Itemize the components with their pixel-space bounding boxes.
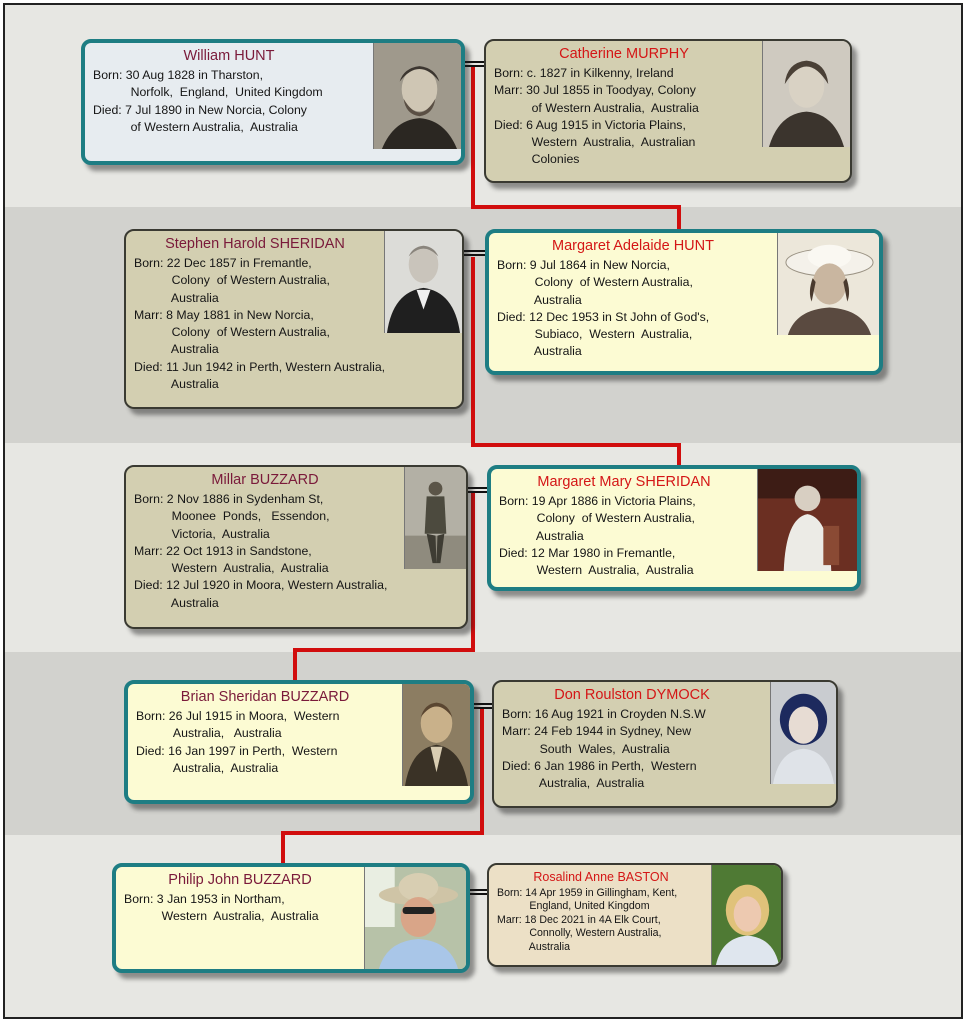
fact-line: Colony of Western Australia,: [499, 511, 695, 526]
fact-line: Died: 12 Jul 1920 in Moora, Western Australia,: [134, 578, 388, 593]
descent-line: [480, 709, 484, 835]
marriage-link: [463, 250, 486, 256]
person-name: Stephen Harold SHERIDAN: [165, 236, 345, 252]
person-facts: [497, 887, 705, 954]
fact-line: Australia: [497, 292, 582, 307]
portrait-woman-hat-icon[interactable]: [777, 233, 879, 335]
person-name: Philip John BUZZARD: [168, 872, 312, 888]
fact-line: Died: 12 Dec 1953 in St John of God's,: [497, 309, 710, 324]
person-facts: [494, 65, 754, 169]
descent-line: [677, 205, 681, 231]
fact-line: Marr: 24 Feb 1944 in Sydney, New: [502, 724, 692, 739]
person-card-don-roulston-dymock[interactable]: [492, 680, 838, 808]
fact-line: Born: c. 1827 in Kilkenny, Ireland: [494, 66, 674, 80]
person-name: Margaret Mary SHERIDAN: [537, 474, 711, 490]
fact-line: Born: 14 Apr 1959 in Gillingham, Kent,: [497, 887, 678, 899]
marriage-link: [470, 889, 487, 895]
fact-line: Australia: [134, 377, 219, 392]
person-name: William HUNT: [183, 48, 275, 64]
pedigree-chart: [3, 3, 963, 1019]
person-name: Don Roulston DYMOCK: [554, 687, 710, 703]
fact-line: Marr: 30 Jul 1855 in Toodyay, Colony: [494, 83, 696, 98]
fact-line: Marr: 18 Dec 2021 in 4A Elk Court,: [497, 913, 661, 926]
person-card-stephen-harold-sheridan[interactable]: [124, 229, 464, 409]
person-facts: [499, 493, 749, 579]
person-name: Brian Sheridan BUZZARD: [180, 689, 350, 705]
person-facts: [497, 257, 769, 361]
person-card-margaret-mary-sheridan[interactable]: [487, 465, 861, 591]
fact-line: Colony of Western Australia,: [134, 273, 330, 288]
portrait-young-man-icon[interactable]: [402, 684, 470, 786]
fact-line: Connolly, Western Australia,: [497, 927, 662, 940]
fact-line: Died: 11 Jun 1942 in Perth, Western Australia,: [134, 359, 386, 374]
person-name: Margaret Adelaide HUNT: [552, 238, 714, 254]
fact-line: Died: 6 Jan 1986 in Perth, Western: [502, 758, 697, 773]
person-facts: [136, 708, 394, 777]
fact-line: Born: 9 Jul 1864 in New Norcia,: [497, 258, 670, 272]
fact-line: Born: 19 Apr 1886 in Victoria Plains,: [499, 494, 696, 508]
person-facts: [124, 891, 356, 926]
person-card-margaret-adelaide-hunt[interactable]: [485, 229, 883, 375]
portrait-bearded-man-icon[interactable]: [373, 43, 461, 149]
fact-line: Died: 16 Jan 1997 in Perth, Western: [136, 743, 338, 758]
person-name: Rosalind Anne BASTON: [533, 870, 669, 884]
portrait-soldier-icon[interactable]: [404, 467, 466, 569]
descent-line: [293, 648, 475, 652]
fact-line: Moonee Ponds, Essendon,: [134, 509, 330, 524]
fact-line: Colony of Western Australia,: [497, 275, 693, 290]
fact-line: Western Australia, Australian: [494, 135, 696, 150]
fact-line: Australia, Australia: [502, 776, 645, 791]
person-name: Catherine MURPHY: [559, 46, 689, 62]
person-facts: [502, 706, 762, 792]
descent-line: [471, 205, 681, 209]
fact-line: Colonies: [494, 152, 580, 167]
fact-line: Born: 2 Nov 1886 in Sydenham St,: [134, 492, 324, 506]
person-facts: [134, 255, 386, 393]
portrait-older-woman-icon[interactable]: [762, 41, 850, 147]
fact-line: Born: 30 Aug 1828 in Tharston,: [93, 68, 264, 82]
portrait-blonde-woman-icon[interactable]: [711, 865, 781, 965]
fact-line: England, United Kingdom: [497, 900, 650, 913]
fact-line: Born: 22 Dec 1857 in Fremantle,: [134, 256, 312, 270]
person-card-brian-sheridan-buzzard[interactable]: [124, 680, 474, 804]
person-card-philip-john-buzzard[interactable]: [112, 863, 470, 973]
marriage-link: [464, 61, 486, 67]
descent-line: [677, 443, 681, 467]
fact-line: of Western Australia, Australia: [93, 119, 298, 134]
fact-line: Australia: [497, 344, 582, 359]
marriage-link: [472, 703, 492, 709]
descent-line: [471, 67, 475, 209]
fact-line: Australia, Australia: [136, 760, 279, 775]
person-facts: [93, 67, 365, 136]
fact-line: Born: 26 Jul 1915 in Moora, Western: [136, 709, 340, 723]
fact-line: Died: 7 Jul 1890 in New Norcia, Colony: [93, 102, 307, 117]
portrait-young-woman-icon[interactable]: [770, 682, 836, 784]
fact-line: Colony of Western Australia,: [134, 325, 330, 340]
fact-line: Died: 12 Mar 1980 in Fremantle,: [499, 545, 676, 560]
descent-line: [293, 648, 297, 680]
fact-line: Norfolk, England, United Kingdom: [93, 85, 323, 100]
person-card-william-hunt[interactable]: [81, 39, 465, 165]
fact-line: Marr: 22 Oct 1913 in Sandstone,: [134, 543, 312, 558]
fact-line: Australia: [497, 940, 571, 953]
fact-line: Western Australia, Australia: [499, 563, 694, 578]
fact-line: Died: 6 Aug 1915 in Victoria Plains,: [494, 117, 686, 132]
fact-line: of Western Australia, Australia: [494, 100, 699, 115]
fact-line: Born: 16 Aug 1921 in Croyden N.S.W: [502, 707, 706, 721]
fact-line: Australia: [134, 595, 219, 610]
descent-line: [471, 257, 475, 447]
fact-line: Australia: [134, 290, 219, 305]
portrait-suited-man-icon[interactable]: [384, 231, 462, 333]
fact-line: Western Australia, Australia: [134, 561, 329, 576]
marriage-link: [468, 487, 487, 493]
person-card-millar-buzzard[interactable]: [124, 465, 468, 629]
fact-line: Born: 3 Jan 1953 in Northam,: [124, 892, 285, 906]
fact-line: South Wales, Australia: [502, 741, 670, 756]
fact-line: Australia, Australia: [136, 726, 282, 741]
fact-line: Marr: 8 May 1881 in New Norcia,: [134, 307, 314, 322]
descent-line: [281, 831, 484, 835]
descent-line: [471, 493, 475, 651]
portrait-seated-woman-icon[interactable]: [757, 469, 857, 571]
portrait-man-hat-sunglasses-icon[interactable]: [364, 867, 466, 969]
person-name: Millar BUZZARD: [211, 472, 319, 488]
fact-line: Australia: [134, 342, 219, 357]
person-facts: [134, 491, 396, 612]
descent-line: [281, 831, 285, 863]
fact-line: Australia: [499, 528, 584, 543]
fact-line: Western Australia, Australia: [124, 909, 319, 924]
descent-line: [471, 443, 681, 447]
fact-line: Victoria, Australia: [134, 526, 270, 541]
fact-line: Subiaco, Western Australia,: [497, 327, 693, 342]
person-card-catherine-murphy[interactable]: [484, 39, 852, 183]
person-card-rosalind-anne-baston[interactable]: [487, 863, 783, 967]
